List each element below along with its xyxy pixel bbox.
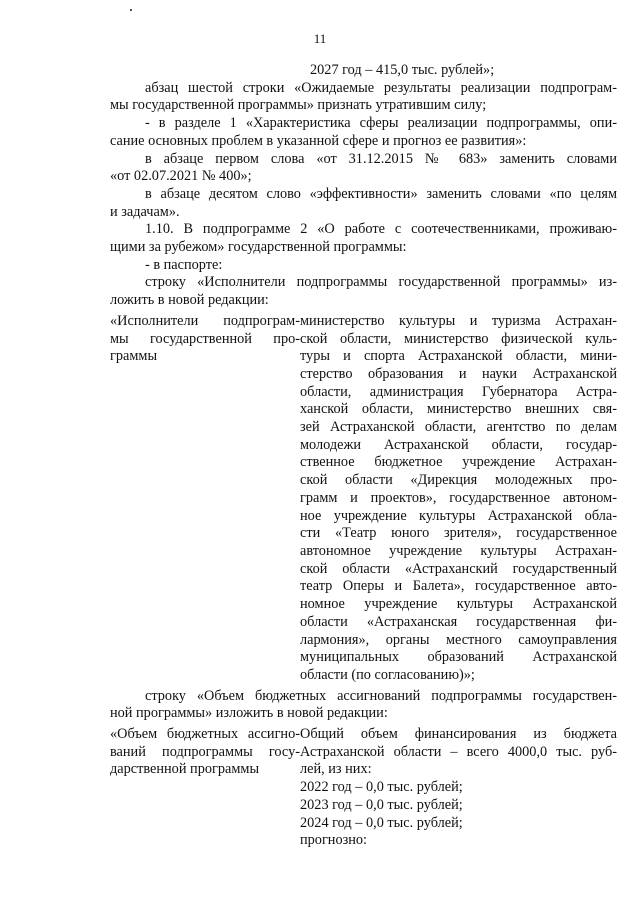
text-line: ской области «Дирекция молодежных про- xyxy=(300,472,617,489)
text-line: области, администрация Губернатора Астра- xyxy=(300,383,617,400)
text-line: Астраханской области – всего 4000,0 тыс. руб- xyxy=(300,743,617,760)
text-line: строку «Исполнители подпрограммы государственной программы» из- xyxy=(145,274,617,291)
text-line: области (по согласованию)»; xyxy=(300,666,475,683)
text-line: стерство образования и науки Астраханской xyxy=(300,365,617,382)
text-line: ской области, министерство физической куль- xyxy=(300,330,617,347)
text-line: ственное бюджетное учреждение Астрахан- xyxy=(300,454,617,471)
paragraphs-mid xyxy=(110,688,617,723)
table-executors-value xyxy=(300,313,617,685)
document-body xyxy=(110,62,617,850)
text-line: ложить в новой редакции: xyxy=(110,292,269,309)
text-line: - в разделе 1 «Характеристика сферы реализации подпрограммы, опи- xyxy=(145,115,617,132)
text-line: 2022 год – 0,0 тыс. рублей; xyxy=(300,779,463,796)
text-line: строку «Объем бюджетных ассигнований подпрограммы государствен- xyxy=(145,687,617,704)
text-line: автономное учреждение культуры Астрахан- xyxy=(300,542,617,559)
text-line: лармония», органы местного самоуправления xyxy=(300,631,617,648)
text-line: прогнозно: xyxy=(300,832,368,849)
text-line: граммы xyxy=(110,348,158,365)
text-line: ской области «Астраханский государственный xyxy=(300,560,617,577)
text-line: «Исполнители подпрограм- xyxy=(110,312,300,329)
text-line: - в паспорте: xyxy=(145,256,223,273)
text-line: министерство культуры и туризма Астрахан- xyxy=(300,312,617,329)
text-line: области «Астраханская государственная фи- xyxy=(300,613,617,630)
text-line: ное учреждение культуры Астраханской обла- xyxy=(300,507,617,524)
text-line: абзац шестой строки «Ожидаемые результаты реализации подпрограм- xyxy=(145,79,617,96)
text-line: грамм и проектов», государственное автоном- xyxy=(300,489,617,506)
text-line: 1.10. В подпрограмме 2 «О работе с соотечественниками, проживаю- xyxy=(145,221,617,238)
text-line: молодежи Астраханской области, государ- xyxy=(300,436,617,453)
text-line: 2027 год – 415,0 тыс. рублей»; xyxy=(310,62,495,78)
text-line: театр Оперы и Балета», государственное авто- xyxy=(300,578,617,595)
text-line: мы государственной программы» признать утратившим силу; xyxy=(110,97,487,114)
text-line: 2023 год – 0,0 тыс. рублей; xyxy=(300,796,463,813)
text-line: туры и спорта Астраханской области, мини- xyxy=(300,348,617,365)
text-line: и задачам». xyxy=(110,203,180,220)
text-line: Общий объем финансирования из бюджета xyxy=(300,726,617,743)
text-line: номное учреждение культуры Астраханской xyxy=(300,596,617,613)
text-line: муниципальных образований Астраханской xyxy=(300,649,617,666)
text-line: дарственной программы xyxy=(110,761,260,778)
text-line: мы государственной про- xyxy=(110,330,300,347)
paragraphs-top xyxy=(110,62,617,310)
text-line: ваний подпрограммы госу- xyxy=(110,743,300,760)
text-line: ханской области, министерство внешних свя- xyxy=(300,401,617,418)
text-line: «от 02.07.2021 № 400»; xyxy=(110,168,252,185)
table-budget-value xyxy=(300,726,617,850)
table-executors xyxy=(110,313,617,685)
scan-dot xyxy=(130,9,132,11)
text-line: лей, из них: xyxy=(300,761,372,778)
table-budget-label xyxy=(110,726,300,850)
text-line: 2024 год – 0,0 тыс. рублей; xyxy=(300,814,463,831)
text-line: сание основных проблем в указанной сфере и прогноз ее развития»: xyxy=(110,132,527,149)
text-line: ной программы» изложить в новой редакции: xyxy=(110,705,388,722)
text-line: в абзаце десятом слово «эффективности» заменить словами «по целям xyxy=(145,185,617,202)
text-line: зей Астраханской области, агентство по делам xyxy=(300,419,617,436)
text-line: «Объем бюджетных ассигно- xyxy=(110,726,300,743)
page-number: 11 xyxy=(313,31,327,46)
text-line: сти «Театр юного зрителя», государственное xyxy=(300,525,617,542)
table-executors-label xyxy=(110,313,300,685)
table-budget xyxy=(110,726,617,850)
text-line: в абзаце первом слова «от 31.12.2015 № 683» заменить словами xyxy=(145,150,617,167)
text-line: щими за рубежом» государственной программы: xyxy=(110,239,407,256)
